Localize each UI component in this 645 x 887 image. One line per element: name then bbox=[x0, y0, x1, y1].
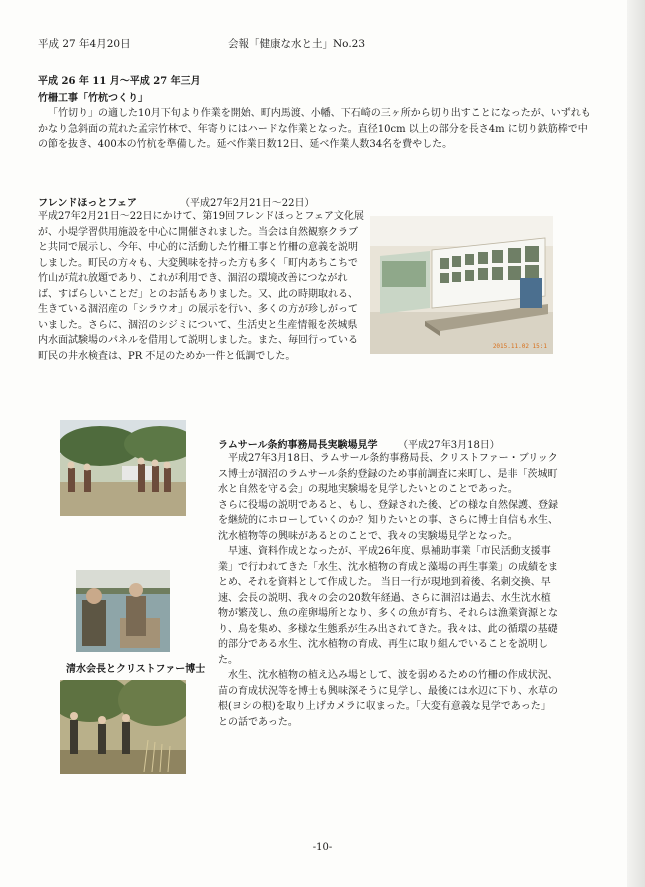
section1-paragraph: 「竹切り」の適した10月下旬より作業を開始、町内馬渡、小幡、下石崎の三ヶ所から切り出すことになったが、いずれもかなり急斜面の荒れた孟宗竹林で、年寄りにはハードな作業となった。直径10cm 以上の部分を長さ4m に切り鉄筋棒で中の節を抜き、400本の竹杭を準備した。延べ作業日数12日、延べ作業人数34名を費やした。 bbox=[38, 108, 591, 150]
photo-timestamp: 2015.11.02 15:1 bbox=[492, 343, 547, 350]
two-men-waterside-image bbox=[76, 570, 170, 652]
header-newsletter-title: 会報「健康な水と土」No.23 bbox=[228, 38, 366, 50]
section3-body bbox=[218, 451, 560, 730]
section1-body bbox=[38, 106, 594, 153]
exhibition-photo bbox=[370, 216, 553, 354]
exhibition-hall-image bbox=[370, 216, 553, 354]
section2-date: （平成27年2月21日～22日） bbox=[180, 198, 315, 209]
section3-paragraph-3: 早速、資料作成となったが、平成26年度、県補助事業「市民活動支援事業」で行われてきた「水生、沈水植物の育成と藻場の再生事業」の成績をまとめ、それを資料として作成した。 当日一行が現地到着後、名刺交換、早速、会長の説明、我々の会の20数年経過、さらに涸沼は過去、水生沈水植物が繁茂し、魚の産卵場所となり、多くの魚が育ち、それらは漁業資源となり、鳥を集め、多様な生態系が生み出されてきた。我々は、此の循環の基礎的部分である水生、沈水植物の育成、再生に取り組んでいることを説明した。 bbox=[218, 546, 558, 666]
section3-paragraph-2: さらに役場の説明であると、もし、登録された後、どの様な自然保護、登録を継続的にホローしていくのか？知りたいとの事、さらに博士自信も水生、沈水植物等の興味があるとのことで、我々の実験場見学となった。 bbox=[218, 499, 558, 542]
reed-bank-image bbox=[60, 680, 186, 774]
field-visit-photo-2 bbox=[76, 570, 170, 652]
section1-period: 平成 26 年 11 月～平成 27 年三月 bbox=[38, 76, 201, 87]
section1-heading: 竹柵工事「竹杭つくり」 bbox=[38, 93, 148, 104]
photo-caption: 清水会長とクリストファー博士 bbox=[66, 664, 206, 675]
field-visit-photo-3 bbox=[60, 680, 186, 774]
header-date: 平成 27 年4月20日 bbox=[38, 38, 131, 50]
field-visit-photo-1 bbox=[60, 420, 186, 516]
group-outdoor-image bbox=[60, 420, 186, 516]
section3-date: （平成27年3月18日） bbox=[398, 440, 500, 451]
section2-heading: フレンドほっとフェア bbox=[38, 198, 137, 209]
page-edge-shadow bbox=[627, 0, 645, 887]
page-number: -10- bbox=[312, 842, 333, 853]
section3-paragraph-1: 平成27年3月18日、ラムサール条約事務局長、クリストファー・ブリックス博士が涸沼のラムサール条約登録のため事前調査に来町し、是非「茨城町水と自然を守る会」の現地実験場を見学したいとのことであった。 bbox=[218, 453, 558, 495]
section2-body: 平成27年2月21日～22日にかけて、第19回フレンドほっとフェア文化展が、小堤学習供用施設を中心に開催されました。当会は自然観察クラブと共同で展示し、今年、中心的に活動した竹柵工事と竹柵の意義を説明しました。町民の方々も、大変興味を持った方も多く「町内あちこちで竹山が荒れ放題であり、これが利用でき、涸沼の環境改善につながれば、すばらしいことだ」とのお話もありました。又、此の時期取れる、生きている涸沼産の「シラウオ」の展示を行い、多くの方が珍しがっていました。さらに、涸沼のシジミについて、生活史と生産情報を茨城県内水面試験場のパネルを借用して説明しました。また、毎回行っている町民の井水検査は、PR 不足のためか一件と低調でした。 bbox=[38, 211, 364, 362]
section3-heading: ラムサール条約事務局長実験場見学 bbox=[218, 440, 378, 451]
section3-paragraph-4: 水生、沈水植物の植え込み場として、波を弱めるための竹柵の作成状況、苗の育成状況等を博士も興味深そうに見学し、最後には水辺に下り、水草の根(ヨシの根)を取り上げカメラに収まった。「大変有意義な見学であった」との話であった。 bbox=[218, 670, 558, 728]
